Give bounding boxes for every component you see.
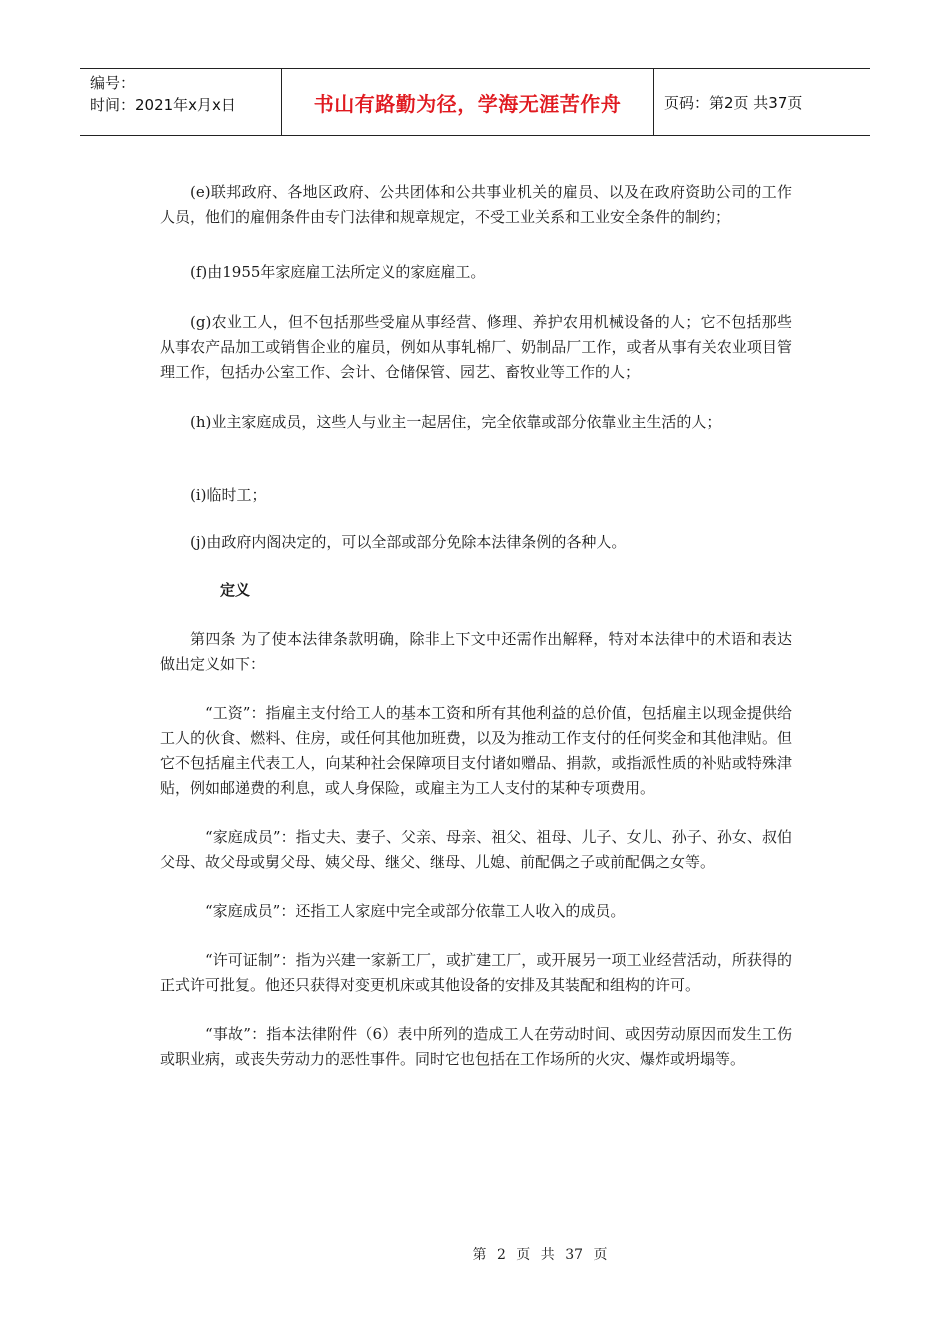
definition-license: “许可证制”：指为兴建一家新工厂，或扩建工厂，或开展另一项工业经营活动，所获得的正式许可批复。他还只获得对变更机床或其他设备的安排及其装配和组构的许可。 [160, 951, 792, 994]
header-motto: 书山有路勤为径，学海无涯苦作舟 [282, 69, 654, 135]
section-heading: 定义 [220, 581, 251, 599]
header-page-info: 页码：第2页 共37页 [664, 93, 803, 112]
footer-page-number: 第 2 页 共 37 页 [472, 1247, 608, 1263]
header-meta [80, 69, 282, 135]
definition-wages: “工资”：指雇主支付给工人的基本工资和所有其他利益的总价值，包括雇主以现金提供给工人的伙食、燃料、住房，或任何其他加班费，以及为推动工作支付的任何奖金和其他津贴。但它不包括雇主代表工人，向某种社会保障项目支付诸如赠品、捐款，或指派性质的补贴或特殊津贴，例如邮递费的利息，或人身保险，或雇主为工人支付的某种专项费用。 [160, 704, 792, 797]
article-four: 第四条 为了使本法律条款明确，除非上下文中还需作出解释，特对本法律中的术语和表达做出定义如下： [160, 630, 792, 673]
definition-accident: “事故”：指本法律附件（6）表中所列的造成工人在劳动时间、或因劳动原因而发生工伤或职业病，或丧失劳动力的恶性事件。同时它也包括在工作场所的火灾、爆炸或坍塌等。 [160, 1025, 792, 1068]
document-body [160, 180, 792, 1072]
page-footer [0, 1244, 950, 1264]
definition-family-members: “家庭成员”：指丈夫、妻子、父亲、母亲、祖父、祖母、儿子、女儿、孙子、孙女、叔伯父母、故父母或舅父母、姨父母、继父、继母、儿媳、前配偶之子或前配偶之女等。 [160, 828, 792, 871]
paragraph-i: (i)临时工； [190, 486, 267, 504]
document-number-label: 编号： [90, 74, 136, 92]
paragraph-g: (g)农业工人，但不包括那些受雇从事经营、修理、养护农用机械设备的人；它不包括那些从事农产品加工或销售企业的雇员，例如从事轧棉厂、奶制品厂工作，或者从事有关农业项目管理工作，包括办公室工作、会计、仓储保管、园艺、畜牧业等工作的人； [160, 313, 792, 381]
paragraph-e: (e)联邦政府、各地区政府、公共团体和公共事业机关的雇员、以及在政府资助公司的工作人员，他们的雇佣条件由专门法律和规章规定，不受工业关系和工业安全条件的制约； [160, 183, 792, 226]
paragraph-j: (j)由政府内阁决定的，可以全部或部分免除本法律条例的各种人。 [190, 533, 627, 551]
definition-family-members-2: “家庭成员”：还指工人家庭中完全或部分依靠工人收入的成员。 [205, 902, 626, 920]
document-date: 时间：2021年x月x日 [90, 96, 236, 114]
paragraph-f: (f)由1955年家庭雇工法所定义的家庭雇工。 [190, 263, 486, 281]
paragraph-h: (h)业主家庭成员，这些人与业主一起居住，完全依靠或部分依靠业主生活的人； [190, 413, 722, 431]
document-header [80, 68, 870, 136]
